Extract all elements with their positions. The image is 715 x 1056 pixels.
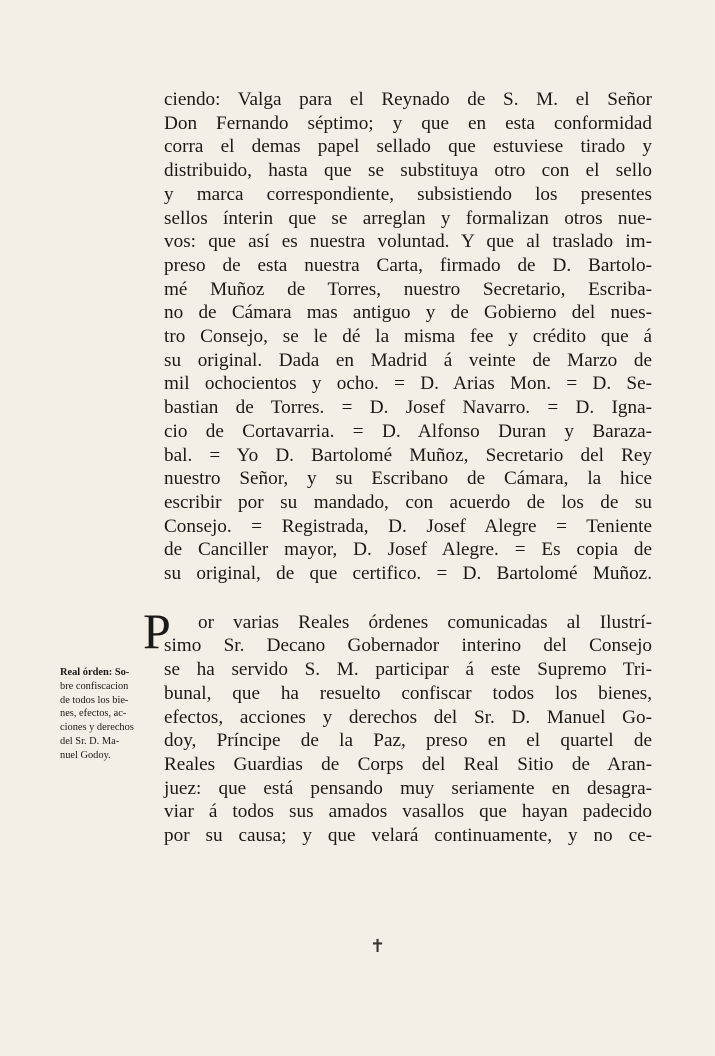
text-line: distribuido, hasta que se substituya otro con el sello [164, 160, 652, 182]
text-line: bastian de Torres. = D. Josef Navarro. = D. Igna- [164, 397, 652, 419]
text-line: nuestro Señor, y su Escribano de Cámara, la hice [164, 468, 652, 490]
margin-note-line: del Sr. D. Ma- [60, 735, 120, 747]
text-line: ciendo: Valga para el Reynado de S. M. el Señor [164, 89, 652, 110]
text-line: mil ochocientos y ocho. = D. Arias Mon. = D. Se- [164, 373, 652, 395]
text-line: de Canciller mayor, D. Josef Alegre. = Es copia de [164, 539, 652, 561]
text-line: sellos ínterin que se arreglan y formalizan otros nue- [164, 207, 652, 229]
text-line: no de Cámara mas antiguo y de Gobierno del nues- [164, 302, 652, 324]
text-line: su original, de que certifico. = D. Bartolomé Muñoz. [164, 563, 652, 585]
text-line: su original. Dada en Madrid á veinte de Marzo de [164, 349, 652, 371]
text-line: y marca correspondiente, subsistiendo los presentes [164, 183, 652, 205]
text-line: preso de esta nuestra Carta, firmado de D. Bartolo- [164, 254, 652, 276]
text-line: Consejo. = Registrada, D. Josef Alegre = Teniente [164, 515, 652, 537]
margin-note-line: Real órden: So- [60, 667, 130, 678]
text-line: se ha servido S. M. participar á este Supremo Tri- [164, 659, 652, 681]
text-line: por su causa; y que velará continuamente, y no ce- [164, 825, 652, 847]
text-line: Don Fernando séptimo; y que en esta conformidad [164, 112, 652, 134]
paragraph-2 [143, 602, 652, 848]
text-line: juez: que está pensando muy seriamente en desagra- [164, 777, 652, 799]
text-line: simo Sr. Decano Gobernador interino del Consejo [164, 635, 652, 657]
text-line: cio de Cortavarria. = D. Alfonso Duran y Baraza- [164, 420, 652, 442]
text-line: corra el demas papel sellado que estuviese tirado y [164, 136, 652, 158]
text-line: bunal, que ha resuelto confiscar todos los bienes, [164, 682, 652, 704]
margin-note-line: nuel Godoy. [60, 749, 111, 761]
signature-mark: ✝ [370, 936, 386, 957]
paragraph-1 [164, 88, 652, 586]
margin-note [60, 666, 164, 763]
margin-note-line: ciones y derechos [60, 722, 134, 734]
text-line: tro Consejo, se le dé la misma fee y crédito que á [164, 326, 652, 348]
text-line: efectos, acciones y derechos del Sr. D. Manuel Go- [164, 706, 652, 728]
text-line: vos: que así es nuestra voluntad. Y que al traslado im- [164, 231, 652, 253]
text-line: bal. = Yo D. Bartolomé Muñoz, Secretario del Rey [164, 444, 652, 466]
text-line: mé Muñoz de Torres, nuestro Secretario, Escriba- [164, 278, 652, 300]
text-line: Reales Guardias de Corps del Real Sitio de Aran- [164, 753, 652, 775]
text-line: escribir por su mandado, con acuerdo de los de su [164, 491, 652, 513]
body-text [143, 88, 652, 848]
text-line: or varias Reales órdenes comunicadas al Ilustrí- [198, 611, 652, 633]
margin-note-line: nes, efectos, ac- [60, 708, 127, 720]
text-line: doy, Príncipe de la Paz, preso en el quartel de [164, 730, 652, 752]
drop-cap: P [143, 602, 171, 659]
text-line: viar á todos sus amados vasallos que hayan padecido [164, 801, 652, 823]
margin-note-line: de todos los bie- [60, 694, 129, 706]
margin-note-line: bre confiscacion [60, 680, 129, 692]
